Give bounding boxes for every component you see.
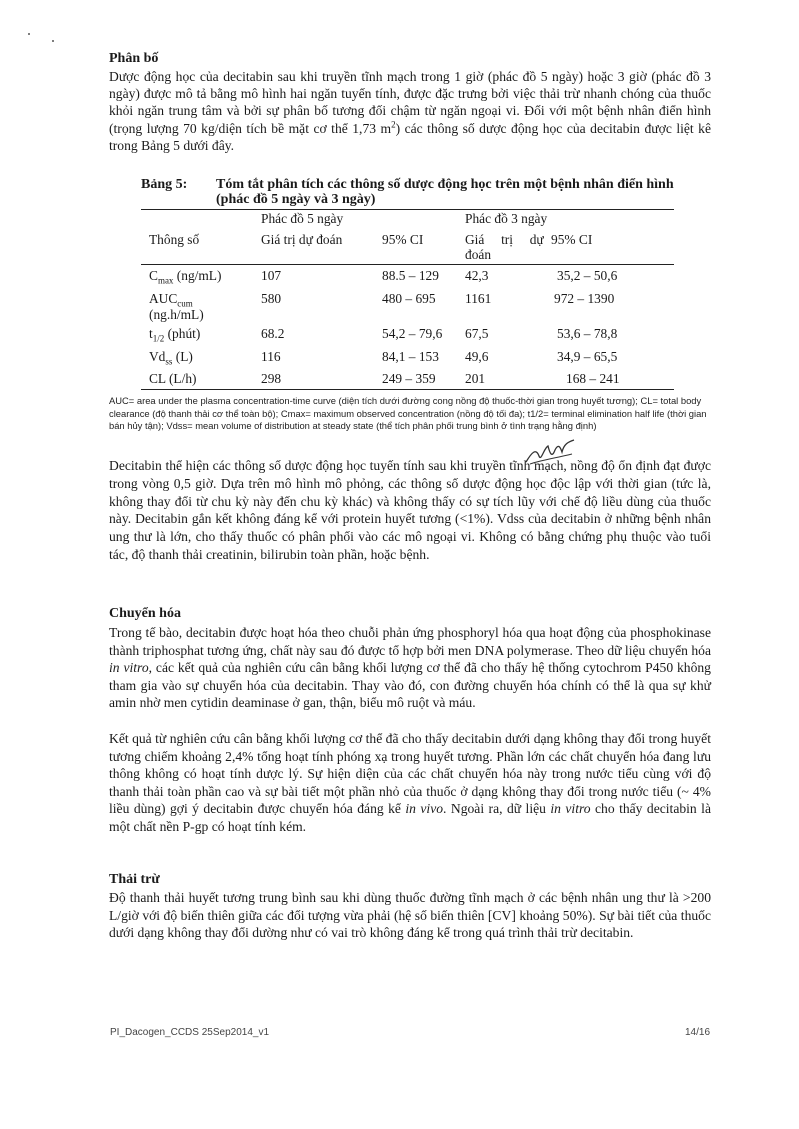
table-label: Bảng 5: <box>141 177 188 192</box>
table-col-ci-5: 95% CI <box>382 232 424 247</box>
table-row-param: $C_{max}$ (ng/mL) <box>149 268 222 286</box>
table-row-ci3: 53,6 – 78,8 <box>557 326 618 341</box>
table-row-param: CL (L/h) <box>149 371 197 386</box>
elimination-paragraph: Độ thanh thải huyết tương trung bình sau khi dùng thuốc đường tĩnh mạch ở các bệnh nhân ung thư là >200 L/giờ với độ biến thiên giữa các đối tượng vừa phải (hệ số biến thiên [CV] khoảng 50%). Sự bài tiết của thuốc dưới dạng không thay đổi dường như có vai trò không đáng kể trong quá trình thải trừ decitabin. <box>109 890 711 941</box>
table-row-pred3: 49,6 <box>465 349 489 364</box>
table-col-ci-3: 95% CI <box>551 232 593 247</box>
table-row-ci3: 168 – 241 <box>566 371 620 386</box>
table-group-3day: Phác đồ 3 ngày <box>465 211 548 226</box>
table-row-pred3: 42,3 <box>465 268 489 283</box>
table-row-pred5: 107 <box>261 268 282 283</box>
table-group-5day: Phác đồ 5 ngày <box>261 211 344 226</box>
table-row-ci5: 249 – 359 <box>382 371 436 386</box>
table-col-pred-5: Giá trị dự đoán <box>261 232 343 247</box>
table-row-param: $t_{1/2}$ (phút) <box>149 326 201 344</box>
table-row-ci5: 54,2 – 79,6 <box>382 326 443 341</box>
table-col-param: Thông số <box>149 232 200 247</box>
table-row-param-unit: (ng.h/mL) <box>149 307 204 322</box>
table-row-ci3: 972 – 1390 <box>554 291 615 306</box>
table-rule-header <box>141 264 674 265</box>
metabolism-paragraph-1: Trong tế bào, decitabin được hoạt hóa theo chuỗi phản ứng phosphoryl hóa qua hoạt động của phosphokinase thành triphosphat tương ứng, chất này sau đó được tổ hợp bởi men DNA polymerase. Theo dữ liệu chuyển hóa in vitro, các kết quả của nghiên cứu cân bằng khối lượng cơ thể đã cho thấy hệ thống cytochrom P450 không tham gia vào sự chuyển hóa của decitabin. Thay vào đó, con đường chuyển hóa chính có thể là qua sự khử amin nhờ men cytidin deaminase ở gan, thận, biểu mô ruột và máu. <box>109 625 711 711</box>
table-row-param: $AUC_{cum}$ <box>149 291 193 309</box>
scan-speck <box>28 33 30 35</box>
table-row-ci5: 88.5 – 129 <box>382 268 439 283</box>
distribution-paragraph-2: Decitabin thể hiện các thông số dược động học tuyến tính sau khi truyền tĩnh mạch, nồng độ ổn định đạt được trong vòng 0,5 giờ. Dựa trên mô hình mô phỏng, các thông số dược động học độc lập với thời gian (tức là, không thay đổi từ chu kỳ này đến chu kỳ khác) và không thấy có sự tích lũy với chế độ liều dùng của thuốc này. Decitabin gắn kết không đáng kể với protein huyết tương (<1%). Vdss của decitabin ở những bệnh nhân ung thư là lớn, cho thấy thuốc có phân phối vào các mô ngoại vi. Không có bằng chứng phụ thuộc vào tuổi tác, độ thanh thải creatinin, bilirubin toàn phần, hoặc bệnh. <box>109 458 711 562</box>
table-row-ci3: 35,2 – 50,6 <box>557 268 618 283</box>
table-row-ci5: 480 – 695 <box>382 291 436 306</box>
footer-page-number: 14/16 <box>685 1027 711 1038</box>
section-heading-elimination: Thải trừ <box>109 872 160 887</box>
table-row-ci3: 34,9 – 65,5 <box>557 349 618 364</box>
footer-document-id: PI_Dacogen_CCDS 25Sep2014_v1 <box>110 1027 269 1038</box>
table-rule-top <box>141 209 674 210</box>
distribution-paragraph: Dược động học của decitabin sau khi truyền tĩnh mạch trong 1 giờ (phác đồ 5 ngày) hoặc 3 giờ (phác đồ 3 ngày) được mô tả bằng mô hình hai ngăn tuyến tính, được đặc trưng bởi việc thải trừ nhanh chóng của thuốc khỏi ngăn trung tâm và bởi sự phân bố tương đối chậm từ ngăn ngoại vi. Đối với một bệnh nhân điển hình (trọng lượng 70 kg/diện tích bề mặt cơ thể 1,73 $m^2$) các thông số dược động học của decitabin được liệt kê trong Bảng 5 dưới đây. <box>109 69 711 153</box>
section-heading-distribution: Phân bố <box>109 51 159 66</box>
table-rule-bottom <box>141 389 674 390</box>
table-footnote: AUC= area under the plasma concentration-time curve (diện tích dưới đường cong nồng độ thuốc-thời gian trong huyết tương); CL= total body clearance (độ thanh thải cơ thể toàn bộ); Cmax= maximum observed concentration (nồng độ tối đa); t1/2= terminal elimination half life (thời gian bán hủy tận); Vdss= mean volume of distribution at steady state (thể tích phân phối trung bình ở tình trạng hằng định) <box>109 395 707 432</box>
section-heading-metabolism: Chuyển hóa <box>109 606 181 621</box>
table-row-pred5: 116 <box>261 349 281 364</box>
table-row-param: $Vd_{ss}$ (L) <box>149 349 193 367</box>
table-row-pred5: 298 <box>261 371 282 386</box>
table-row-pred3: 1161 <box>465 291 492 306</box>
table-row-ci5: 84,1 – 153 <box>382 349 439 364</box>
scan-speck <box>52 40 54 42</box>
table-col-pred-3: Giá trị dự <box>465 232 544 247</box>
metabolism-paragraph-2: Kết quả từ nghiên cứu cân bằng khối lượng cơ thể đã cho thấy decitabin dưới dạng không thay đổi trong huyết tương chiếm khoảng 2,4% tổng hoạt tính phóng xạ trong huyết tương. Phần lớn các chất chuyển hóa đang lưu thông không có hoạt tính dược lý. Sự hiện diện của các chất chuyển hóa này trong nước tiểu cùng với độ thanh thải toàn phần cao và sự bài tiết một phần nhỏ của thuốc ở dạng không thay đổi trong nước tiểu (~ 4% liều dùng) gợi ý decitabin được chuyển hóa đáng kể in vivo. Ngoài ra, dữ liệu in vitro cho thấy decitabin là một chất nền P-gp có hoạt tính kém. <box>109 731 711 834</box>
table-title: Tóm tắt phân tích các thông số dược động học trên một bệnh nhân điển hình (phác đồ 5 ngày và 3 ngày) <box>216 177 674 207</box>
table-row-pred5: 580 <box>261 291 282 306</box>
table-row-pred5: 68.2 <box>261 326 285 341</box>
table-row-pred3: 201 <box>465 371 486 386</box>
table-row-pred3: 67,5 <box>465 326 489 341</box>
table-col-pred-3-line2: đoán <box>465 247 492 262</box>
